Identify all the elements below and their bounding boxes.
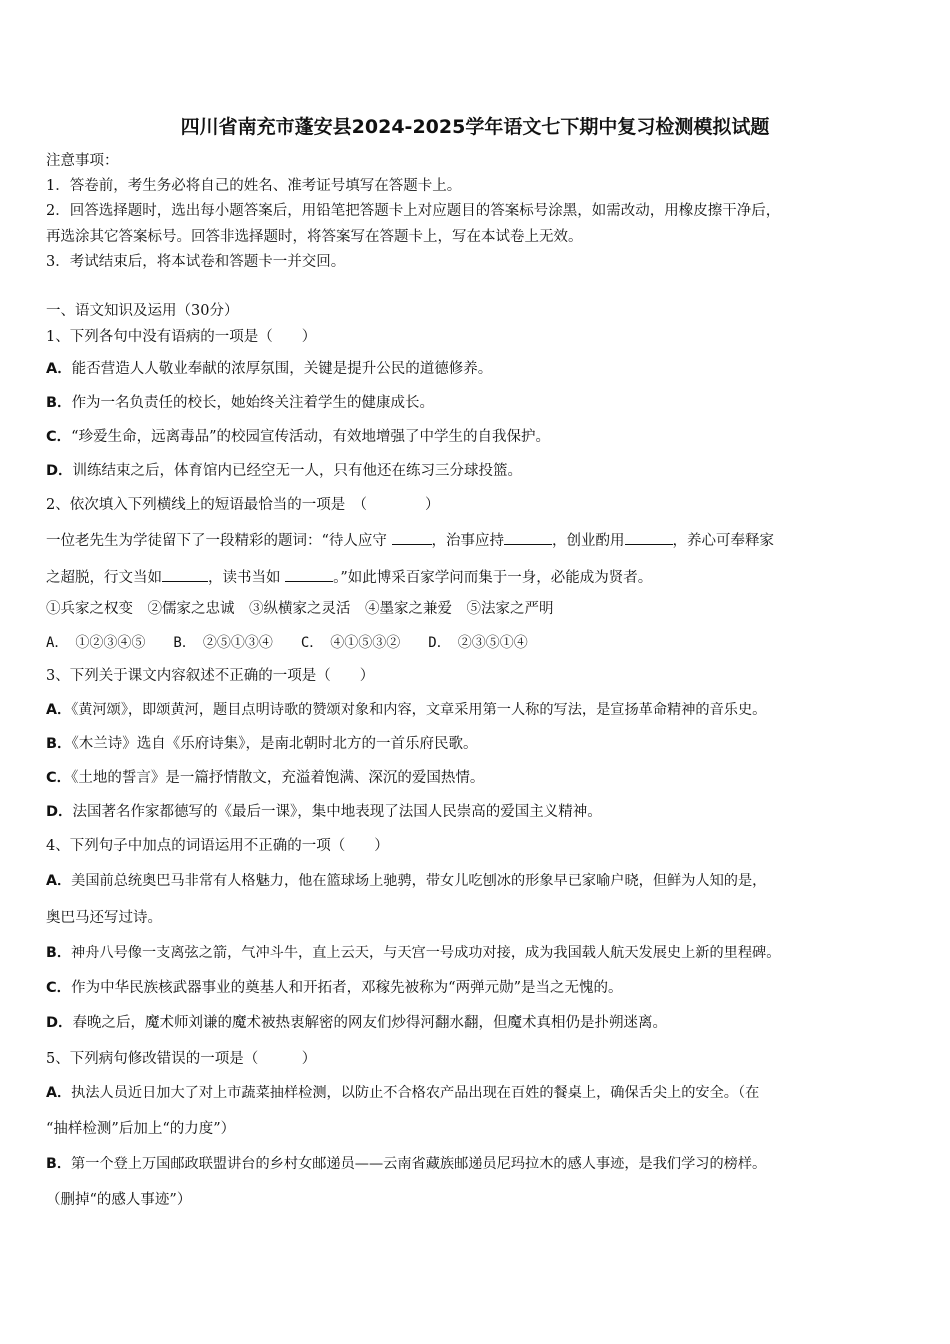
- page-title: 四川省南充市蓬安县2024-2025学年语文七下期中复习检测模拟试题: [180, 116, 770, 138]
- q4-stem: 4、下列句子中加点的词语运用不正确的一项（ ）: [46, 838, 389, 854]
- q2-passage-line-1: [46, 530, 774, 550]
- q2-passage-line-2: [46, 567, 652, 587]
- fill-blank[interactable]: [162, 567, 208, 582]
- q1-stem: 1、下列各句中没有语病的一项是（ ）: [46, 329, 317, 345]
- section-heading: 一、语文知识及运用（30分）: [46, 303, 239, 319]
- passage-text: 之超脱，行文当如: [46, 570, 162, 586]
- q3-option-a: [46, 701, 766, 719]
- q3-option-c: [46, 769, 484, 787]
- q2-phrase-list: ①兵家之权变 ②儒家之忠诚 ③纵横家之灵活 ④墨家之兼爱 ⑤法家之严明: [46, 601, 554, 617]
- q4-option-a-continued: 奥巴马还写过诗。: [46, 910, 162, 926]
- fill-blank[interactable]: [285, 567, 333, 582]
- option-text: 作为一名负责任的校长，她始终关注着学生的健康成长。: [71, 395, 435, 411]
- option-label: D．: [46, 1015, 73, 1031]
- option-label: A．: [46, 873, 72, 889]
- option-label: B．: [46, 1156, 72, 1172]
- option-label: C．: [46, 770, 72, 786]
- option-label: A．: [46, 361, 72, 377]
- q5-option-a: [46, 1084, 759, 1102]
- q5-stem: 5、下列病句修改错误的一项是（ ）: [46, 1051, 317, 1067]
- fill-blank[interactable]: [504, 530, 552, 545]
- option-text: 法国著名作家都德写的《最后一课》，集中地表现了法国人民崇高的爱国主义精神。: [72, 804, 602, 820]
- q4-option-b: [46, 944, 780, 962]
- notice-item-2-line-1: 2．回答选择题时，选出每小题答案后，用铅笔把答题卡上对应题目的答案标号涂黑，如需改动，用橡皮擦干净后，: [46, 203, 781, 219]
- option-label: C．: [46, 429, 72, 445]
- passage-text: ，创业酌用: [552, 533, 625, 549]
- notice-item-3: 3．考试结束后，将本试卷和答题卡一并交回。: [46, 254, 346, 270]
- option-label: B．: [46, 736, 72, 752]
- q3-option-b: [46, 735, 478, 753]
- notice-item-2-line-2: 再选涂其它答案标号。回答非选择题时，将答案写在答题卡上，写在本试卷上无效。: [46, 229, 583, 245]
- option-text: 执法人员近日加大了对上市蔬菜抽样检测，以防止不合格农产品出现在百姓的餐桌上，确保舌尖上的安全。（在: [71, 1085, 760, 1101]
- q4-option-c: [46, 979, 622, 997]
- passage-text: ，读书当如: [208, 570, 281, 586]
- option-text: “珍爱生命，远离毒品”的校园宣传活动，有效地增强了中学生的自我保护。: [71, 429, 550, 445]
- q5-option-b: [46, 1155, 766, 1173]
- q3-stem: 3、下列关于课文内容叙述不正确的一项是（ ）: [46, 668, 375, 684]
- q2-options: A． ①②③④⑤ B． ②⑤①③④ C． ④①⑤③② D． ②③⑤①④: [46, 635, 528, 651]
- notice-item-1: 1．答卷前，考生务必将自己的姓名、准考证号填写在答题卡上。: [46, 178, 462, 194]
- passage-text: ，治事应持: [431, 533, 505, 549]
- q1-option-a: [46, 360, 492, 378]
- option-text: 神舟八号像一支离弦之箭，气冲斗牛，直上云天，与天宫一号成功对接，成为我国载人航天发展史上新的里程碑。: [71, 945, 781, 961]
- option-text: 训练结束之后，体育馆内已经空无一人，只有他还在练习三分球投篮。: [72, 463, 523, 479]
- q1-option-d: [46, 462, 522, 480]
- option-label: A．: [46, 1085, 72, 1101]
- option-text: 作为中华民族核武器事业的奠基人和开拓者，邓稼先被称为“两弹元勋”是当之无愧的。: [71, 980, 623, 996]
- q2-stem: 2、依次填入下列横线上的短语最恰当的一项是 （ ）: [46, 497, 440, 513]
- option-label: D．: [46, 463, 73, 479]
- q5-option-a-continued: “抽样检测”后加上“的力度”）: [46, 1121, 236, 1137]
- option-text: 春晚之后，魔术师刘谦的魔术被热衷解密的网友们炒得河翻水翻，但魔术真相仍是扑朔迷离。: [72, 1015, 668, 1031]
- fill-blank[interactable]: [625, 530, 673, 545]
- option-text: 《黄河颂》，即颂黄河，题目点明诗歌的赞颂对象和内容，文章采用第一人称的写法，是宣扬革命精神的音乐史。: [71, 702, 767, 718]
- q4-option-d: [46, 1014, 667, 1032]
- option-text: 《木兰诗》选自《乐府诗集》，是南北朝时北方的一首乐府民歌。: [71, 736, 478, 752]
- q1-option-c: [46, 428, 550, 446]
- option-label: B．: [46, 945, 72, 961]
- option-label: C．: [46, 980, 72, 996]
- option-text: 美国前总统奥巴马非常有人格魅力，他在篮球场上驰骋，带女儿吃刨冰的形象早已家喻户晓，但鲜为人知的是，: [71, 873, 767, 889]
- option-text: 《土地的誓言》是一篇抒情散文，充溢着饱满、深沉的爱国热情。: [71, 770, 485, 786]
- q3-option-d: [46, 803, 602, 821]
- q5-option-b-continued: （删掉“的感人事迹”）: [46, 1192, 192, 1208]
- option-text: 能否营造人人敬业奉献的浓厚氛围，关键是提升公民的道德修养。: [71, 361, 493, 377]
- option-label: D．: [46, 804, 73, 820]
- fill-blank[interactable]: [392, 530, 432, 545]
- passage-text: 。”如此博采百家学问而集于一身，必能成为贤者。: [333, 570, 653, 586]
- q1-option-b: [46, 394, 434, 412]
- notice-heading: 注意事项：: [46, 153, 119, 169]
- option-text: 第一个登上万国邮政联盟讲台的乡村女邮递员——云南省藏族邮递员尼玛拉木的感人事迹，是我们学习的榜样。: [71, 1156, 767, 1172]
- option-label: A．: [46, 702, 72, 718]
- passage-text: 一位老先生为学徒留下了一段精彩的题词：“待人应守: [46, 533, 387, 549]
- passage-text: ，养心可奉释家: [672, 533, 775, 549]
- option-label: B．: [46, 395, 72, 411]
- q4-option-a: [46, 872, 766, 890]
